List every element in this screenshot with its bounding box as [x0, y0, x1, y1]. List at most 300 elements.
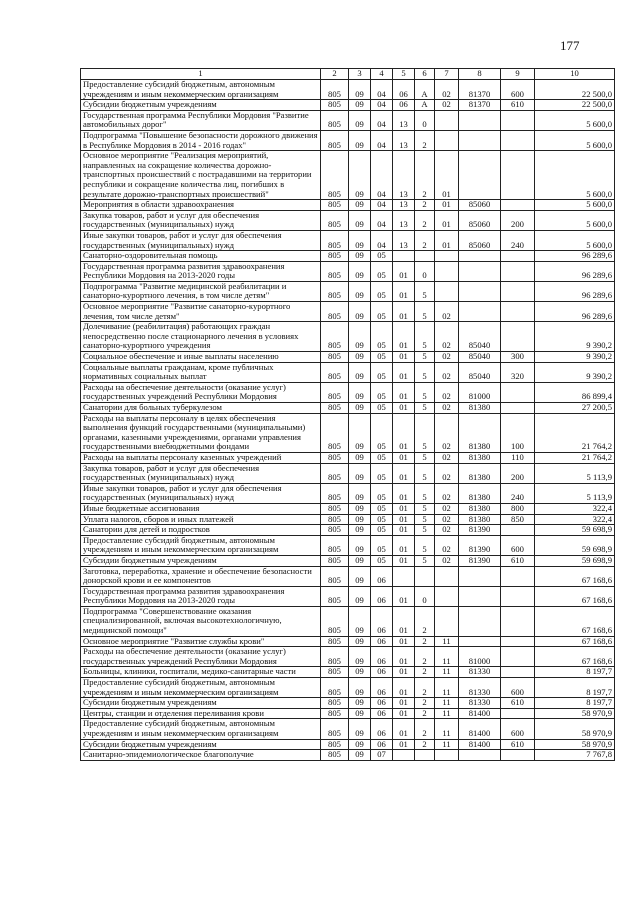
code-subsection-cell: 05: [371, 251, 393, 262]
code-expense-type-cell: 600: [501, 80, 535, 100]
code-expense-type-cell: 610: [501, 739, 535, 750]
code-section-cell: 09: [349, 698, 371, 709]
code-direction-cell: 81330: [459, 678, 501, 698]
row-name-cell: Уплата налогов, сборов и иных платежей: [81, 514, 321, 525]
code-ministry-cell: 805: [321, 555, 349, 566]
amount-cell: 96 289,6: [535, 251, 615, 262]
code-section-cell: 09: [349, 362, 371, 382]
column-header: 7: [435, 69, 459, 80]
table-row: [81, 352, 615, 363]
code-direction-cell: [459, 586, 501, 606]
code-expense-type-cell: [501, 281, 535, 301]
code-subprogram-cell: 5: [415, 452, 435, 463]
table-row: [81, 322, 615, 352]
code-subsection-cell: 07: [371, 750, 393, 761]
code-direction-cell: 85040: [459, 352, 501, 363]
code-direction-cell: 81000: [459, 647, 501, 667]
table-row: [81, 636, 615, 647]
code-expense-type-cell: [501, 302, 535, 322]
code-activity-cell: 02: [435, 535, 459, 555]
code-program-cell: 01: [393, 586, 415, 606]
code-expense-type-cell: [501, 750, 535, 761]
code-subsection-cell: 05: [371, 463, 393, 483]
code-activity-cell: 02: [435, 413, 459, 452]
code-expense-type-cell: 800: [501, 503, 535, 514]
row-name-cell: Иные закупки товаров, работ и услуг для обеспечения государственных (муниципальных) нужд: [81, 230, 321, 250]
code-program-cell: 01: [393, 362, 415, 382]
code-ministry-cell: 805: [321, 130, 349, 150]
amount-cell: 322,4: [535, 514, 615, 525]
code-program-cell: 13: [393, 230, 415, 250]
row-name-cell: Субсидии бюджетным учреждениям: [81, 100, 321, 111]
code-expense-type-cell: [501, 322, 535, 352]
code-section-cell: 09: [349, 606, 371, 636]
code-expense-type-cell: [501, 110, 535, 130]
code-section-cell: 09: [349, 667, 371, 678]
column-header: 6: [415, 69, 435, 80]
code-section-cell: 09: [349, 647, 371, 667]
amount-cell: 5 600,0: [535, 151, 615, 200]
row-name-cell: Заготовка, переработка, хранение и обеспечение безопасности донорской крови и ее компонентов: [81, 566, 321, 586]
amount-cell: 27 200,5: [535, 403, 615, 414]
code-subsection-cell: 06: [371, 606, 393, 636]
row-name-cell: Государственная программа развития здравоохранения Республики Мордовия на 2013-2020 годы: [81, 261, 321, 281]
table-row: [81, 302, 615, 322]
table-row: [81, 535, 615, 555]
amount-cell: 9 390,2: [535, 362, 615, 382]
code-activity-cell: 01: [435, 230, 459, 250]
code-ministry-cell: 805: [321, 362, 349, 382]
code-section-cell: 09: [349, 483, 371, 503]
code-program-cell: 01: [393, 647, 415, 667]
code-program-cell: 06: [393, 80, 415, 100]
amount-cell: 5 600,0: [535, 210, 615, 230]
code-program-cell: 01: [393, 483, 415, 503]
amount-cell: 58 970,9: [535, 739, 615, 750]
row-name-cell: Субсидии бюджетным учреждениям: [81, 555, 321, 566]
code-ministry-cell: 805: [321, 110, 349, 130]
code-activity-cell: [435, 261, 459, 281]
code-subprogram-cell: 5: [415, 535, 435, 555]
code-ministry-cell: 805: [321, 586, 349, 606]
code-expense-type-cell: [501, 586, 535, 606]
code-direction-cell: 81330: [459, 698, 501, 709]
table-row: [81, 750, 615, 761]
code-subsection-cell: 05: [371, 261, 393, 281]
code-activity-cell: 11: [435, 636, 459, 647]
code-direction-cell: 81380: [459, 514, 501, 525]
code-ministry-cell: 805: [321, 413, 349, 452]
code-section-cell: 09: [349, 80, 371, 100]
code-expense-type-cell: [501, 636, 535, 647]
row-name-cell: Предоставление субсидий бюджетным, автономным учреждениям и иным некоммерческим организациям: [81, 678, 321, 698]
code-subprogram-cell: 2: [415, 678, 435, 698]
code-expense-type-cell: [501, 647, 535, 667]
code-subsection-cell: 05: [371, 452, 393, 463]
table-row: [81, 503, 615, 514]
code-section-cell: 09: [349, 525, 371, 536]
code-subprogram-cell: 2: [415, 606, 435, 636]
amount-cell: 59 698,9: [535, 555, 615, 566]
code-ministry-cell: 805: [321, 750, 349, 761]
code-subsection-cell: 06: [371, 566, 393, 586]
code-direction-cell: 81370: [459, 100, 501, 111]
code-subprogram-cell: 2: [415, 210, 435, 230]
code-section-cell: 09: [349, 210, 371, 230]
code-subsection-cell: 04: [371, 210, 393, 230]
code-subsection-cell: 04: [371, 110, 393, 130]
code-program-cell: 01: [393, 678, 415, 698]
code-program-cell: [393, 251, 415, 262]
code-program-cell: 01: [393, 463, 415, 483]
table-row: [81, 281, 615, 301]
code-section-cell: 09: [349, 403, 371, 414]
code-activity-cell: 01: [435, 200, 459, 211]
code-subsection-cell: 05: [371, 403, 393, 414]
table-header-row: [81, 69, 615, 80]
amount-cell: 322,4: [535, 503, 615, 514]
code-subsection-cell: 05: [371, 514, 393, 525]
table-row: [81, 261, 615, 281]
amount-cell: 86 899,4: [535, 382, 615, 402]
code-subprogram-cell: 0: [415, 261, 435, 281]
row-name-cell: Расходы на выплаты персоналу казенных учреждений: [81, 452, 321, 463]
amount-cell: 8 197,7: [535, 678, 615, 698]
table-row: [81, 647, 615, 667]
code-subsection-cell: 05: [371, 555, 393, 566]
code-activity-cell: 02: [435, 100, 459, 111]
row-name-cell: Подпрограмма "Совершенствование оказания специализированной, включая высокотехнологичную, медицинской помощи": [81, 606, 321, 636]
code-ministry-cell: 805: [321, 503, 349, 514]
code-ministry-cell: 805: [321, 452, 349, 463]
code-subsection-cell: 06: [371, 667, 393, 678]
code-activity-cell: 02: [435, 302, 459, 322]
code-subprogram-cell: А: [415, 100, 435, 111]
table-row: [81, 463, 615, 483]
table-row: [81, 100, 615, 111]
code-subsection-cell: 04: [371, 151, 393, 200]
code-direction-cell: 81400: [459, 739, 501, 750]
code-subsection-cell: 06: [371, 586, 393, 606]
code-activity-cell: [435, 566, 459, 586]
table-row: [81, 708, 615, 719]
code-activity-cell: 01: [435, 151, 459, 200]
amount-cell: 21 764,2: [535, 452, 615, 463]
column-header: 2: [321, 69, 349, 80]
code-direction-cell: [459, 566, 501, 586]
code-subprogram-cell: [415, 750, 435, 761]
code-expense-type-cell: [501, 261, 535, 281]
amount-cell: 58 970,9: [535, 708, 615, 719]
row-name-cell: Социальное обеспечение и иные выплаты населению: [81, 352, 321, 363]
code-subsection-cell: 04: [371, 200, 393, 211]
code-subprogram-cell: 2: [415, 130, 435, 150]
code-direction-cell: 85040: [459, 322, 501, 352]
amount-cell: 9 390,2: [535, 352, 615, 363]
code-section-cell: 09: [349, 750, 371, 761]
table-row: [81, 251, 615, 262]
code-section-cell: 09: [349, 130, 371, 150]
code-direction-cell: 81330: [459, 667, 501, 678]
code-activity-cell: 02: [435, 352, 459, 363]
code-direction-cell: [459, 606, 501, 636]
amount-cell: 5 600,0: [535, 130, 615, 150]
code-subsection-cell: 05: [371, 413, 393, 452]
code-subsection-cell: 05: [371, 322, 393, 352]
code-subprogram-cell: [415, 251, 435, 262]
amount-cell: 58 970,9: [535, 719, 615, 739]
table-row: [81, 200, 615, 211]
row-name-cell: Государственная программа Республики Мордовия "Развитие автомобильных дорог": [81, 110, 321, 130]
code-program-cell: 01: [393, 636, 415, 647]
code-program-cell: 13: [393, 130, 415, 150]
column-header: 5: [393, 69, 415, 80]
code-direction-cell: 85060: [459, 230, 501, 250]
code-expense-type-cell: 200: [501, 463, 535, 483]
code-subprogram-cell: 0: [415, 110, 435, 130]
code-subprogram-cell: 5: [415, 403, 435, 414]
row-name-cell: Закупка товаров, работ и услуг для обеспечения государственных (муниципальных) нужд: [81, 463, 321, 483]
code-expense-type-cell: 610: [501, 100, 535, 111]
table-row: [81, 210, 615, 230]
code-subprogram-cell: 2: [415, 698, 435, 709]
code-subprogram-cell: 0: [415, 586, 435, 606]
code-subprogram-cell: 5: [415, 302, 435, 322]
code-section-cell: 09: [349, 281, 371, 301]
code-expense-type-cell: 240: [501, 230, 535, 250]
code-ministry-cell: 805: [321, 647, 349, 667]
table-row: [81, 586, 615, 606]
amount-cell: 21 764,2: [535, 413, 615, 452]
amount-cell: 8 197,7: [535, 667, 615, 678]
code-section-cell: 09: [349, 463, 371, 483]
code-expense-type-cell: 300: [501, 352, 535, 363]
table-row: [81, 80, 615, 100]
table-row: [81, 110, 615, 130]
code-subprogram-cell: [415, 566, 435, 586]
amount-cell: 22 500,0: [535, 80, 615, 100]
code-ministry-cell: 805: [321, 698, 349, 709]
amount-cell: 5 113,9: [535, 463, 615, 483]
code-program-cell: 06: [393, 100, 415, 111]
code-expense-type-cell: 110: [501, 452, 535, 463]
amount-cell: 67 168,6: [535, 647, 615, 667]
code-subsection-cell: 06: [371, 708, 393, 719]
amount-cell: 96 289,6: [535, 302, 615, 322]
code-expense-type-cell: [501, 403, 535, 414]
code-direction-cell: 81390: [459, 525, 501, 536]
code-activity-cell: 02: [435, 80, 459, 100]
row-name-cell: Государственная программа развития здравоохранения Республики Мордовия на 2013-2020 годы: [81, 586, 321, 606]
code-subprogram-cell: 5: [415, 525, 435, 536]
code-ministry-cell: 805: [321, 322, 349, 352]
code-activity-cell: 02: [435, 483, 459, 503]
code-subsection-cell: 04: [371, 130, 393, 150]
column-header: 1: [81, 69, 321, 80]
code-ministry-cell: 805: [321, 525, 349, 536]
code-subprogram-cell: 2: [415, 151, 435, 200]
code-expense-type-cell: [501, 525, 535, 536]
code-activity-cell: [435, 606, 459, 636]
row-name-cell: Субсидии бюджетным учреждениям: [81, 698, 321, 709]
code-subsection-cell: 06: [371, 719, 393, 739]
code-section-cell: 09: [349, 413, 371, 452]
code-subprogram-cell: 5: [415, 463, 435, 483]
code-subprogram-cell: 2: [415, 667, 435, 678]
table-row: [81, 230, 615, 250]
table-row: [81, 678, 615, 698]
code-ministry-cell: 805: [321, 352, 349, 363]
code-ministry-cell: 805: [321, 463, 349, 483]
table-row: [81, 483, 615, 503]
code-section-cell: 09: [349, 514, 371, 525]
code-activity-cell: 02: [435, 525, 459, 536]
code-activity-cell: 02: [435, 503, 459, 514]
code-ministry-cell: 805: [321, 100, 349, 111]
code-direction-cell: 81380: [459, 403, 501, 414]
code-activity-cell: 02: [435, 555, 459, 566]
row-name-cell: Социальные выплаты гражданам, кроме публичных нормативных социальных выплат: [81, 362, 321, 382]
code-activity-cell: [435, 750, 459, 761]
row-name-cell: Расходы на выплаты персоналу в целях обеспечения выполнения функций государственными (муниципальными) органами, казенными учреждениями, органами управления государственными внебюджетными фондами: [81, 413, 321, 452]
code-ministry-cell: 805: [321, 200, 349, 211]
row-name-cell: Субсидии бюджетным учреждениям: [81, 739, 321, 750]
code-ministry-cell: 805: [321, 566, 349, 586]
code-ministry-cell: 805: [321, 667, 349, 678]
amount-cell: 5 600,0: [535, 200, 615, 211]
code-program-cell: 01: [393, 708, 415, 719]
row-name-cell: Подпрограмма "Развитие медицинской реабилитации и санаторно-курортного лечения, в том числе детям": [81, 281, 321, 301]
code-ministry-cell: 805: [321, 514, 349, 525]
code-subsection-cell: 06: [371, 698, 393, 709]
code-program-cell: 01: [393, 382, 415, 402]
code-section-cell: 09: [349, 566, 371, 586]
amount-cell: 96 289,6: [535, 261, 615, 281]
code-ministry-cell: 805: [321, 483, 349, 503]
table-row: [81, 130, 615, 150]
table-row: [81, 606, 615, 636]
row-name-cell: Расходы на обеспечение деятельности (оказание услуг) государственных учреждений Республики Мордовия: [81, 382, 321, 402]
code-direction-cell: [459, 130, 501, 150]
code-subsection-cell: 06: [371, 739, 393, 750]
code-subsection-cell: 06: [371, 647, 393, 667]
code-subsection-cell: 05: [371, 352, 393, 363]
code-program-cell: 01: [393, 514, 415, 525]
column-header: 9: [501, 69, 535, 80]
page-number: 177: [560, 38, 580, 53]
code-activity-cell: 11: [435, 719, 459, 739]
code-section-cell: 09: [349, 302, 371, 322]
code-activity-cell: [435, 110, 459, 130]
code-subprogram-cell: 2: [415, 636, 435, 647]
code-direction-cell: [459, 261, 501, 281]
row-name-cell: Расходы на обеспечение деятельности (оказание услуг) государственных учреждений Республики Мордовия: [81, 647, 321, 667]
code-program-cell: 01: [393, 452, 415, 463]
table-row: [81, 382, 615, 402]
code-subsection-cell: 05: [371, 503, 393, 514]
code-direction-cell: [459, 110, 501, 130]
table-row: [81, 403, 615, 414]
row-name-cell: Санитарно-эпидемиологическое благополучие: [81, 750, 321, 761]
code-subprogram-cell: 5: [415, 514, 435, 525]
code-subprogram-cell: 5: [415, 382, 435, 402]
code-activity-cell: 11: [435, 667, 459, 678]
row-name-cell: Закупка товаров, работ и услуг для обеспечения государственных (муниципальных) нужд: [81, 210, 321, 230]
code-expense-type-cell: [501, 606, 535, 636]
code-expense-type-cell: [501, 251, 535, 262]
code-program-cell: 01: [393, 322, 415, 352]
column-header: 4: [371, 69, 393, 80]
code-section-cell: 09: [349, 251, 371, 262]
code-direction-cell: 81370: [459, 80, 501, 100]
row-name-cell: Подпрограмма "Повышение безопасности дорожного движения в Республике Мордовия в 2014 - 2016 годах": [81, 130, 321, 150]
code-subsection-cell: 06: [371, 678, 393, 698]
amount-cell: 59 698,9: [535, 525, 615, 536]
amount-cell: 96 289,6: [535, 281, 615, 301]
code-direction-cell: 81400: [459, 719, 501, 739]
code-program-cell: 13: [393, 151, 415, 200]
code-ministry-cell: 805: [321, 261, 349, 281]
row-name-cell: Иные закупки товаров, работ и услуг для обеспечения государственных (муниципальных) нужд: [81, 483, 321, 503]
code-ministry-cell: 805: [321, 403, 349, 414]
table-row: [81, 739, 615, 750]
code-activity-cell: [435, 130, 459, 150]
code-section-cell: 09: [349, 636, 371, 647]
table-row: [81, 525, 615, 536]
code-program-cell: 01: [393, 739, 415, 750]
code-program-cell: [393, 566, 415, 586]
code-subprogram-cell: 5: [415, 352, 435, 363]
code-ministry-cell: 805: [321, 210, 349, 230]
amount-cell: 22 500,0: [535, 100, 615, 111]
amount-cell: 67 168,6: [535, 566, 615, 586]
code-direction-cell: [459, 302, 501, 322]
code-subsection-cell: 05: [371, 362, 393, 382]
code-subprogram-cell: 5: [415, 281, 435, 301]
code-section-cell: 09: [349, 739, 371, 750]
table-row: [81, 555, 615, 566]
code-ministry-cell: 805: [321, 636, 349, 647]
amount-cell: 67 168,6: [535, 586, 615, 606]
code-direction-cell: 85060: [459, 210, 501, 230]
table-row: [81, 362, 615, 382]
code-ministry-cell: 805: [321, 302, 349, 322]
code-subprogram-cell: А: [415, 80, 435, 100]
code-expense-type-cell: [501, 667, 535, 678]
code-expense-type-cell: 610: [501, 698, 535, 709]
budget-table: [80, 68, 615, 761]
code-activity-cell: 02: [435, 463, 459, 483]
code-direction-cell: 81380: [459, 503, 501, 514]
code-subprogram-cell: 5: [415, 483, 435, 503]
code-subsection-cell: 05: [371, 483, 393, 503]
row-name-cell: Санатории для детей и подростков: [81, 525, 321, 536]
code-activity-cell: 02: [435, 362, 459, 382]
table-row: [81, 413, 615, 452]
row-name-cell: Долечивание (реабилитация) работающих граждан непосредственно после стационарного лечения в условиях санаторно-курортного учреждения: [81, 322, 321, 352]
code-activity-cell: 11: [435, 698, 459, 709]
table-row: [81, 514, 615, 525]
table-row: [81, 719, 615, 739]
code-activity-cell: 11: [435, 647, 459, 667]
code-subprogram-cell: 5: [415, 362, 435, 382]
code-activity-cell: 02: [435, 452, 459, 463]
code-subprogram-cell: 5: [415, 322, 435, 352]
code-direction-cell: 81390: [459, 555, 501, 566]
code-program-cell: 01: [393, 525, 415, 536]
row-name-cell: Основное мероприятие "Развитие санаторно-курортного лечения, том числе детям": [81, 302, 321, 322]
amount-cell: 67 168,6: [535, 606, 615, 636]
